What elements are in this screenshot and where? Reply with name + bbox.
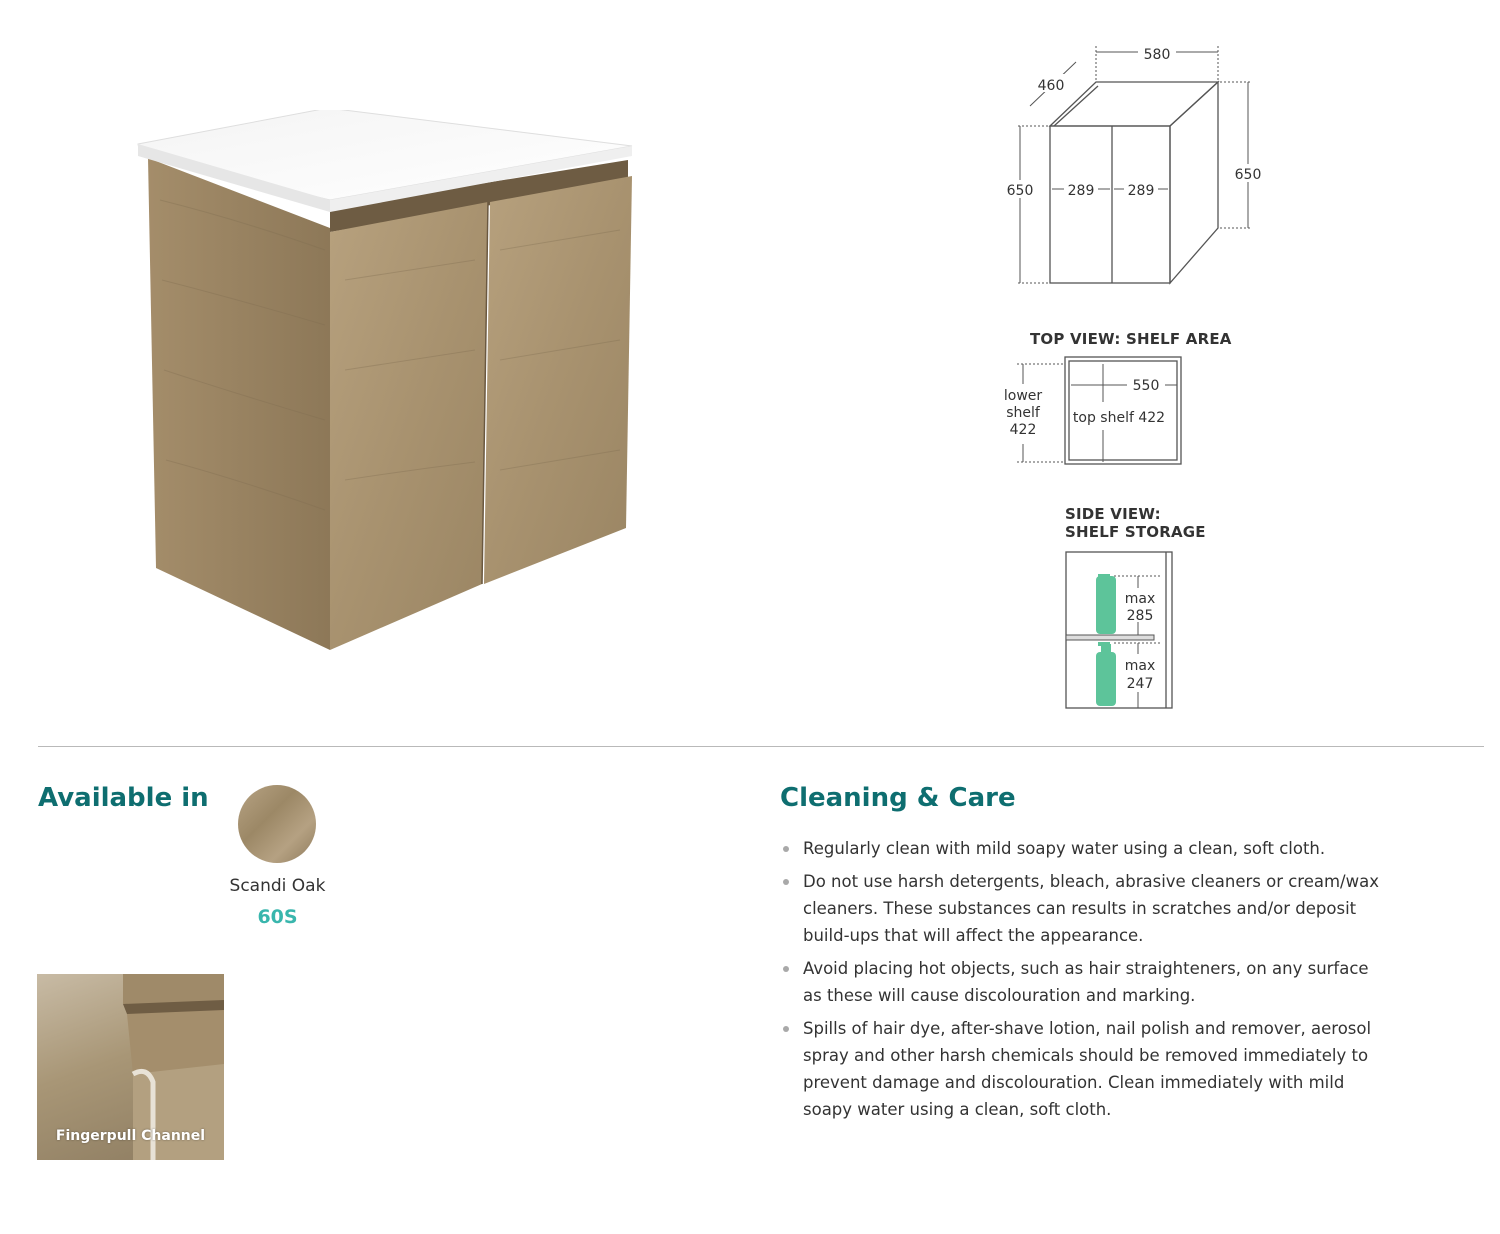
lower-max-value: 247: [1126, 676, 1154, 692]
side-view-heading-1: SIDE VIEW:: [1065, 505, 1161, 523]
bullet-icon: [783, 846, 789, 852]
top-view-heading: TOP VIEW: SHELF AREA: [1030, 330, 1232, 348]
care-item: [780, 1015, 1380, 1123]
bullet-icon: [783, 966, 789, 972]
lower-max-label: max: [1124, 658, 1156, 674]
upper-max-value: 285: [1126, 608, 1154, 624]
lower-shelf-value: 422: [1009, 422, 1037, 438]
care-item: [780, 835, 1380, 862]
side-view-heading-2: SHELF STORAGE: [1065, 523, 1206, 541]
fingerpull-label: Fingerpull Channel: [55, 1128, 206, 1144]
dim-width: 580: [1143, 47, 1171, 63]
top-view-diagram: [995, 350, 1195, 475]
care-item-text: Regularly clean with mild soapy water using a clean, soft cloth.: [803, 839, 1326, 858]
cleaning-care-title: Cleaning & Care: [780, 783, 1016, 813]
care-item: [780, 955, 1380, 1009]
section-divider: [38, 746, 1484, 747]
bullet-icon: [783, 1026, 789, 1032]
dim-door-right: 289: [1127, 183, 1155, 199]
top-shelf-label: top shelf 422: [1072, 410, 1166, 426]
care-item-text: Avoid placing hot objects, such as hair straighteners, on any surface as these will cause discolouration and marking.: [803, 959, 1369, 1005]
dim-depth: 460: [1037, 78, 1065, 94]
dim-height-right: 650: [1234, 167, 1262, 183]
lower-shelf-label-1: lower: [1003, 388, 1043, 404]
dim-height-left: 650: [1006, 183, 1034, 199]
care-item-text: Do not use harsh detergents, bleach, abrasive cleaners or cream/wax cleaners. These substances can results in scratches and/or deposit build-ups that will affect the appearance.: [803, 872, 1379, 945]
swatch-code: 60S: [257, 906, 298, 928]
swatch-name: Scandi Oak: [229, 876, 326, 896]
lower-shelf-label-2: shelf: [1006, 405, 1040, 421]
dim-door-left: 289: [1067, 183, 1095, 199]
care-item-text: Spills of hair dye, after-shave lotion, nail polish and remover, aerosol spray and other harsh chemicals should be removed immediately to prevent damage and discolouration. Clean immediately with mild soapy water using a clean, soft cloth.: [803, 1019, 1372, 1119]
side-view-diagram: [1060, 540, 1190, 715]
available-in-title: Available in: [38, 783, 209, 813]
bullet-icon: [783, 879, 789, 885]
fingerpull-channel-image: [37, 974, 224, 1160]
upper-max-label: max: [1124, 591, 1156, 607]
care-item: [780, 868, 1380, 949]
top-view-width: 550: [1132, 378, 1160, 394]
dimension-diagram: [990, 40, 1280, 300]
vanity-cabinet-image: [120, 110, 660, 670]
scandi-oak-swatch[interactable]: [238, 785, 316, 863]
care-list: [780, 835, 1380, 1129]
